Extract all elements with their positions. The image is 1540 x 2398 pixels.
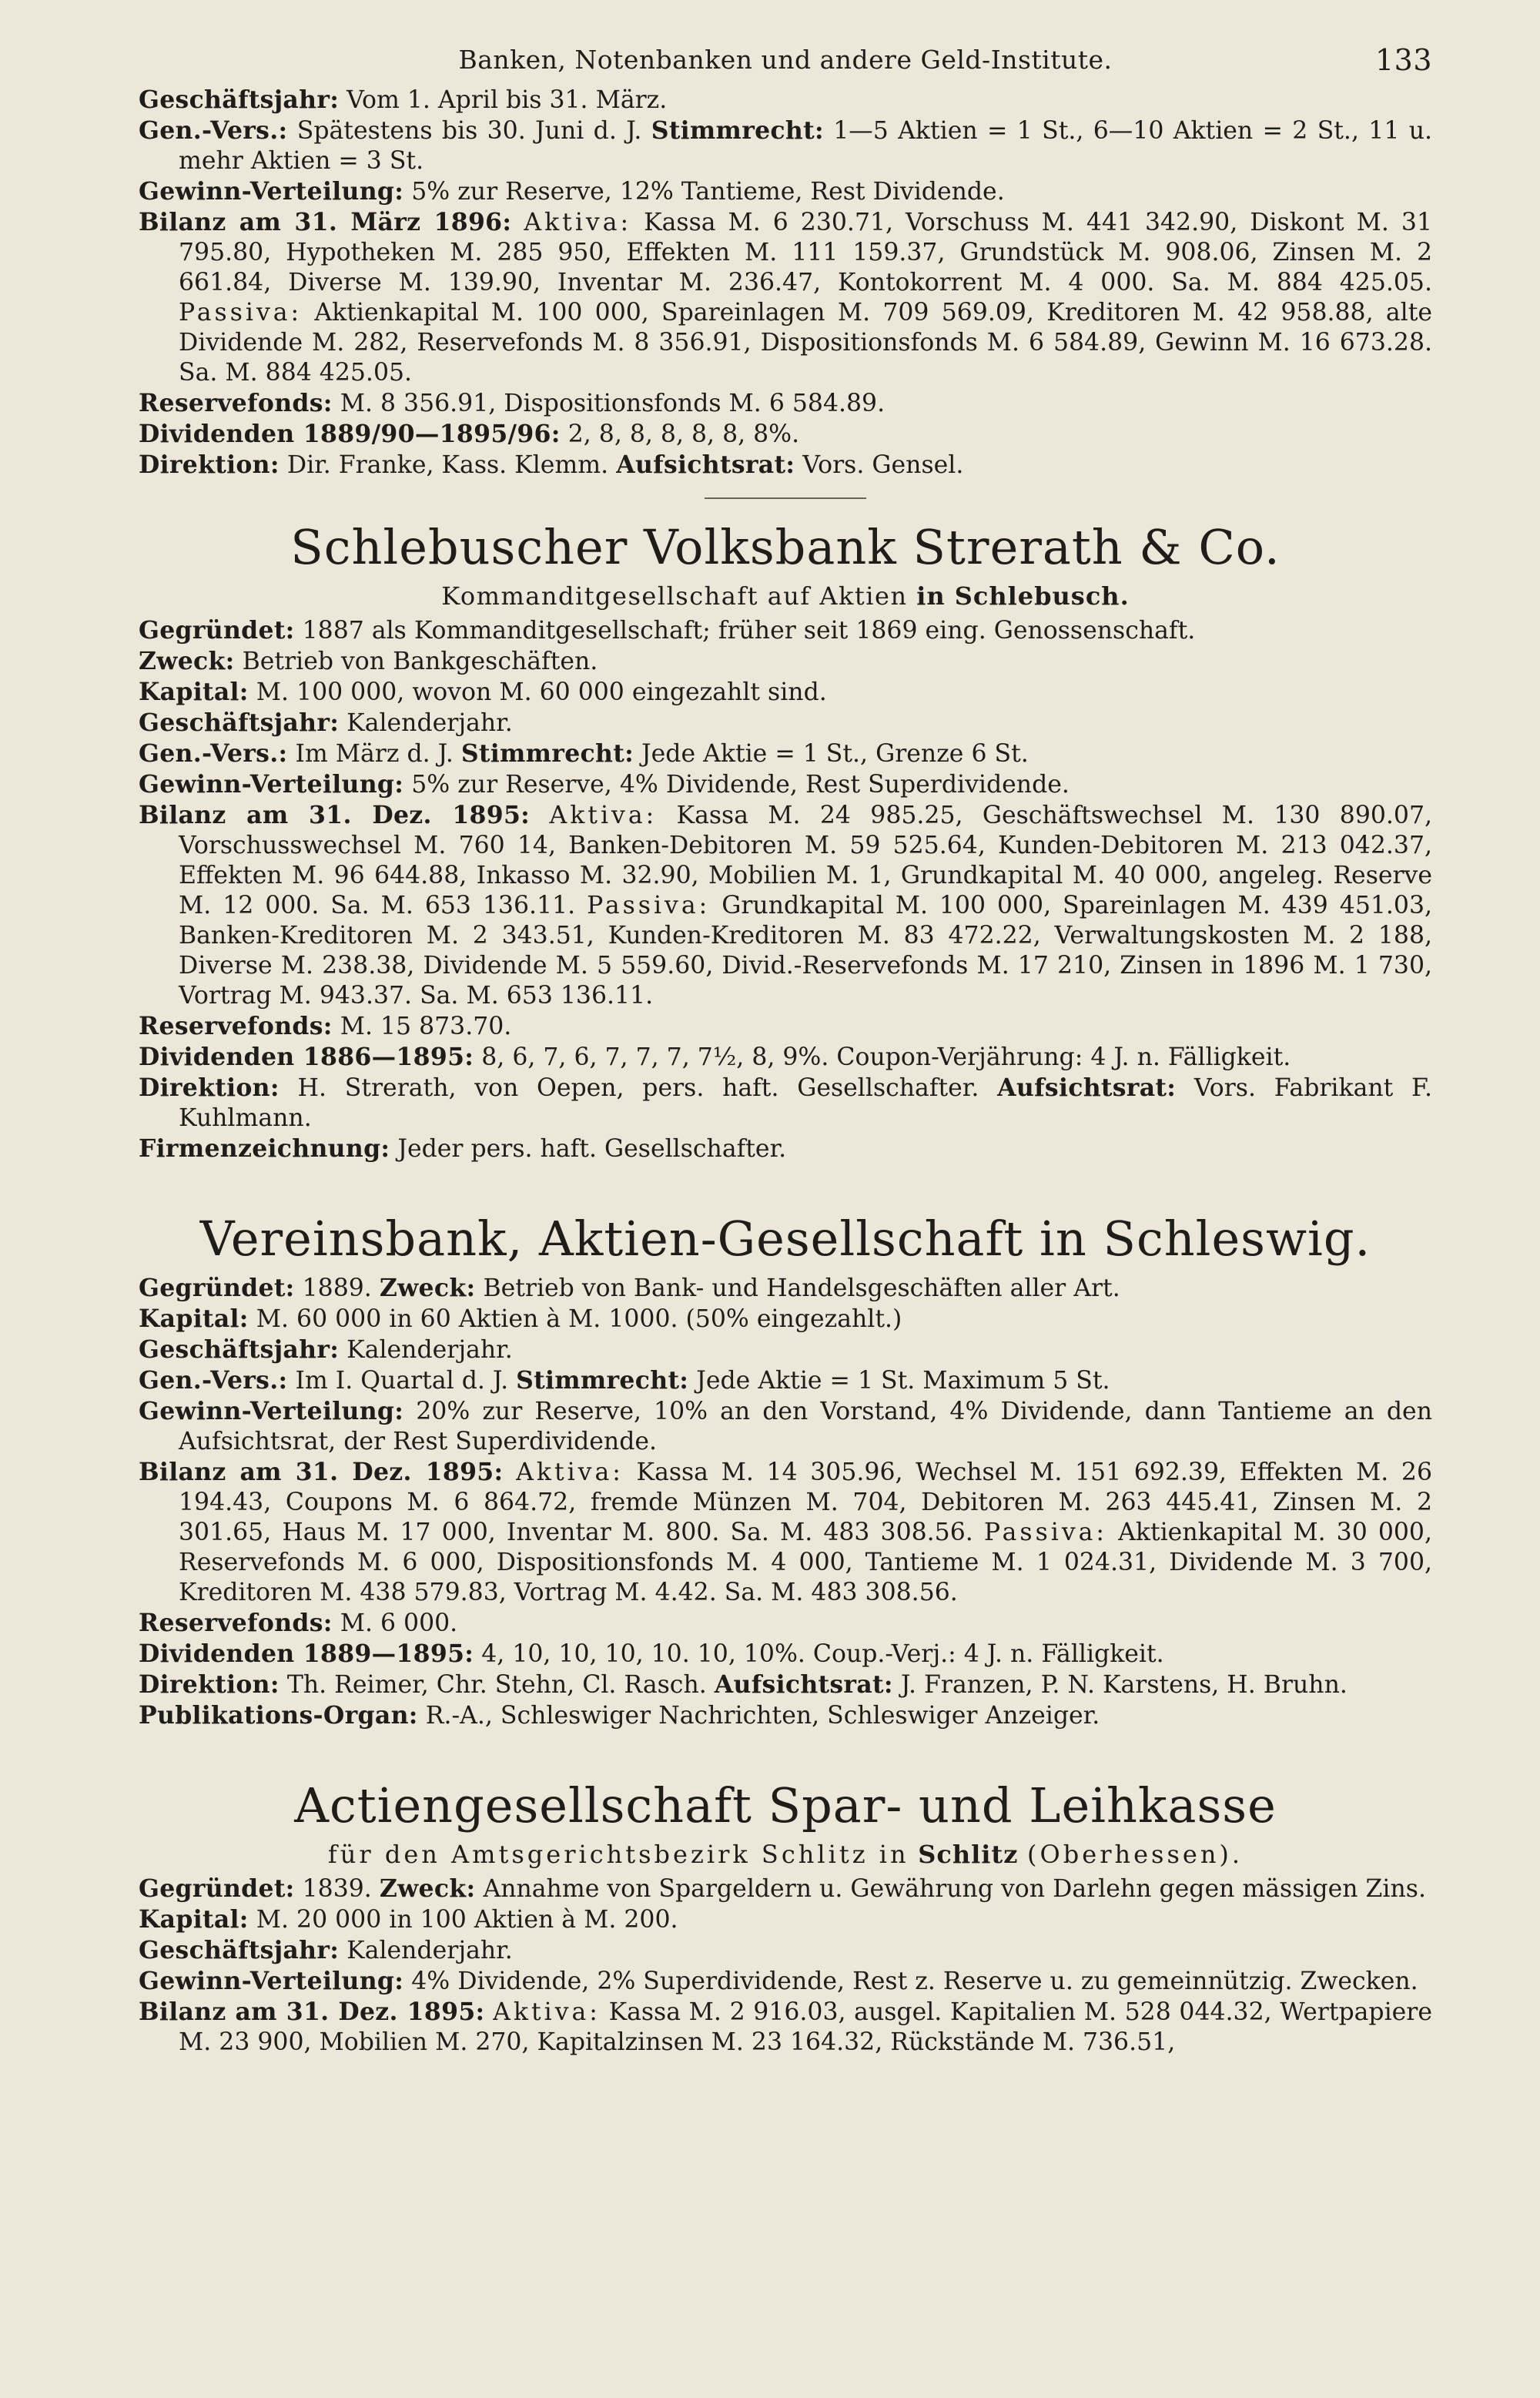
- page-number: 133: [1374, 43, 1432, 77]
- dividenden-line: Dividenden 1889—1895: 4, 10, 10, 10, 10. 10, 10%. Coup.-Verj.: 4 J. n. Fälligkeit.: [139, 1639, 1164, 1668]
- reservefonds-line: Reservefonds: M. 6 000.: [139, 1609, 458, 1637]
- gegruendet-line: Gegründet: 1887 als Kommanditgesellschaft; früher seit 1869 eing. Genossenschaft.: [139, 616, 1196, 645]
- gewinn-line: Gewinn-Verteilung: 5% zur Reserve, 12% Tantieme, Rest Dividende.: [139, 177, 1005, 206]
- entry-schlebusch: [139, 519, 1432, 1164]
- section-divider: [705, 497, 866, 499]
- kapital-line: Kapital: M. 100 000, wovon M. 60 000 eingezahlt sind.: [139, 678, 827, 706]
- gewinn-line: Gewinn-Verteilung: 4% Dividende, 2% Superdividende, Rest z. Reserve u. zu gemeinnützig. Zwecken.: [139, 1967, 1418, 1995]
- bilanz-line: Bilanz am 31. Dez. 1895: Aktiva: Kassa M. 24 985.25, Geschäftswechsel M. 130 890.07, Vorschusswechsel M. 760 14, Banken-Debitoren M. 59 525.64, Kunden-Debitoren M. 213 042.37, Effekten M. 96 644.88, Inkasso M. 32.90, Mobilien M. 1, Grundkapital M. 40 000, angeleg. Reserve M. 12 000. Sa. M. 653 136.11. Passiva: Grundkapital M. 100 000, Spareinlagen M. 439 451.03, Banken-Kreditoren M. 2 343.51, Kunden-Kreditoren M. 83 472.22, Verwaltungskosten M. 2 188, Diverse M. 238.38, Dividende M. 5 559.60, Divid.-Reservefonds M. 17 210, Zinsen in 1896 M. 1 730, Vortrag M. 943.37. Sa. M. 653 136.11.: [139, 801, 1433, 1010]
- geschaeftsjahr-line: Geschäftsjahr: Vom 1. April bis 31. März.: [139, 85, 668, 114]
- bilanz-line: Bilanz am 31. Dez. 1895: Aktiva: Kassa M. 14 305.96, Wechsel M. 151 692.39, Effekten M. 26 194.43, Coupons M. 6 864.72, fremde Münzen M. 704, Debitoren M. 263 445.41, Zinsen M. 2 301.65, Haus M. 17 000, Inventar M. 800. Sa. M. 483 308.56. Passiva: Aktienkapital M. 30 000, Reservefonds M. 6 000, Dispositionsfonds M. 4 000, Tantieme M. 1 024.31, Dividende M. 3 700, Kreditoren M. 438 579.83, Vortrag M. 4.42. Sa. M. 483 308.56.: [139, 1458, 1432, 1606]
- bank-subtitle: Kommanditgesellschaft auf Aktien in Schlebusch.: [441, 581, 1130, 611]
- zweck-line: Zweck: Betrieb von Bankgeschäften.: [139, 647, 598, 675]
- genvers-line: Gen.-Vers.: Im I. Quartal d. J. Stimmrecht: Jede Aktie = 1 St. Maximum 5 St.: [139, 1366, 1110, 1395]
- geschaeftsjahr-line: Geschäftsjahr: Kalenderjahr.: [139, 1936, 513, 1964]
- genvers-line: Gen.-Vers.: Im März d. J. Stimmrecht: Jede Aktie = 1 St., Grenze 6 St.: [139, 739, 1029, 768]
- bank-title: Vereinsbank, Aktien-Gesellschaft in Schleswig.: [199, 1211, 1371, 1267]
- entry-schlitz: [139, 1777, 1432, 2058]
- gegruendet-line: Gegründet: 1889. Zweck: Betrieb von Bank- und Handelsgeschäften aller Art.: [139, 1274, 1120, 1302]
- dividenden-line: Dividenden 1889/90—1895/96: 2, 8, 8, 8, 8, 8, 8%.: [139, 420, 800, 448]
- dividenden-line: Dividenden 1886—1895: 8, 6, 7, 6, 7, 7, 7, 7½, 8, 9%. Coupon-Verjährung: 4 J. n. Fälligkeit.: [139, 1043, 1291, 1071]
- bilanz-line: Bilanz am 31. März 1896: Aktiva: Kassa M. 6 230.71, Vorschuss M. 441 342.90, Diskont M. 31 795.80, Hypotheken M. 285 950, Effekten M. 111 159.37, Grundstück M. 908.06, Zinsen M. 2 661.84, Diverse M. 139.90, Inventar M. 236.47, Kontokorrent M. 4 000. Sa. M. 884 425.05. Passiva: Aktienkapital M. 100 000, Spareinlagen M. 709 569.09, Kreditoren M. 42 958.88, alte Dividende M. 282, Reservefonds M. 8 356.91, Dispositionsfonds M. 6 584.89, Gewinn M. 16 673.28. Sa. M. 884 425.05.: [139, 208, 1433, 387]
- gegruendet-line: Gegründet: 1839. Zweck: Annahme von Spargeldern u. Gewährung von Darlehn gegen mässigen Zins.: [139, 1874, 1426, 1903]
- kapital-line: Kapital: M. 60 000 in 60 Aktien à M. 1000. (50% eingezahlt.): [139, 1304, 902, 1333]
- reservefonds-line: Reservefonds: M. 8 356.91, Dispositionsfonds M. 6 584.89.: [139, 389, 886, 417]
- direktion-line: Direktion: Th. Reimer, Chr. Stehn, Cl. Rasch. Aufsichtsrat: J. Franzen, P. N. Karstens, H. Bruhn.: [139, 1670, 1348, 1699]
- firmenzeichnung-line: Firmenzeichnung: Jeder pers. haft. Gesellschafter.: [139, 1134, 787, 1163]
- bank-title: Schlebuscher Volksbank Strerath & Co.: [290, 519, 1281, 575]
- genvers-line: Gen.-Vers.: Spätestens bis 30. Juni d. J. Stimmrecht: 1—5 Aktien = 1 St., 6—10 Aktien = 2 St., 11 u. mehr Aktien = 3 St.: [139, 116, 1433, 175]
- reservefonds-line: Reservefonds: M. 15 873.70.: [139, 1012, 512, 1040]
- bank-subtitle: für den Amtsgerichtsbezirk Schlitz in Schlitz (Oberhessen).: [327, 1840, 1244, 1869]
- gewinn-line: Gewinn-Verteilung: 5% zur Reserve, 4% Dividende, Rest Superdividende.: [139, 770, 1070, 799]
- bank-title: Actiengesellschaft Spar- und Leihkasse: [294, 1777, 1277, 1834]
- running-title: Banken, Notenbanken und andere Geld-Institute.: [458, 45, 1113, 75]
- section-gap: [139, 1164, 1432, 1191]
- page-header: [139, 39, 1432, 85]
- gewinn-line: Gewinn-Verteilung: 20% zur Reserve, 10% an den Vorstand, 4% Dividende, dann Tantieme an den Aufsichtsrat, der Rest Superdividende.: [139, 1397, 1432, 1455]
- kapital-line: Kapital: M. 20 000 in 100 Aktien à M. 200.: [139, 1905, 678, 1934]
- geschaeftsjahr-line: Geschäftsjahr: Kalenderjahr.: [139, 1335, 513, 1364]
- publikation-line: Publikations-Organ: R.-A., Schleswiger Nachrichten, Schleswiger Anzeiger.: [139, 1701, 1100, 1730]
- direktion-line: Direktion: Dir. Franke, Kass. Klemm. Aufsichtsrat: Vors. Gensel.: [139, 450, 964, 479]
- direktion-line: Direktion: H. Strerath, von Oepen, pers. haft. Gesellschafter. Aufsichtsrat: Vors. Fabrikant F. Kuhlmann.: [139, 1073, 1433, 1132]
- geschaeftsjahr-line: Geschäftsjahr: Kalenderjahr.: [139, 708, 513, 737]
- bilanz-line: Bilanz am 31. Dez. 1895: Aktiva: Kassa M. 2 916.03, ausgel. Kapitalien M. 528 044.32, Wertpapiere M. 23 900, Mobilien M. 270, Kapitalzinsen M. 23 164.32, Rückstände M. 736.51,: [139, 1998, 1432, 2056]
- entry-schleswig: [139, 1211, 1432, 1731]
- section-gap: [139, 1731, 1432, 1757]
- entry-continued: [139, 85, 1432, 481]
